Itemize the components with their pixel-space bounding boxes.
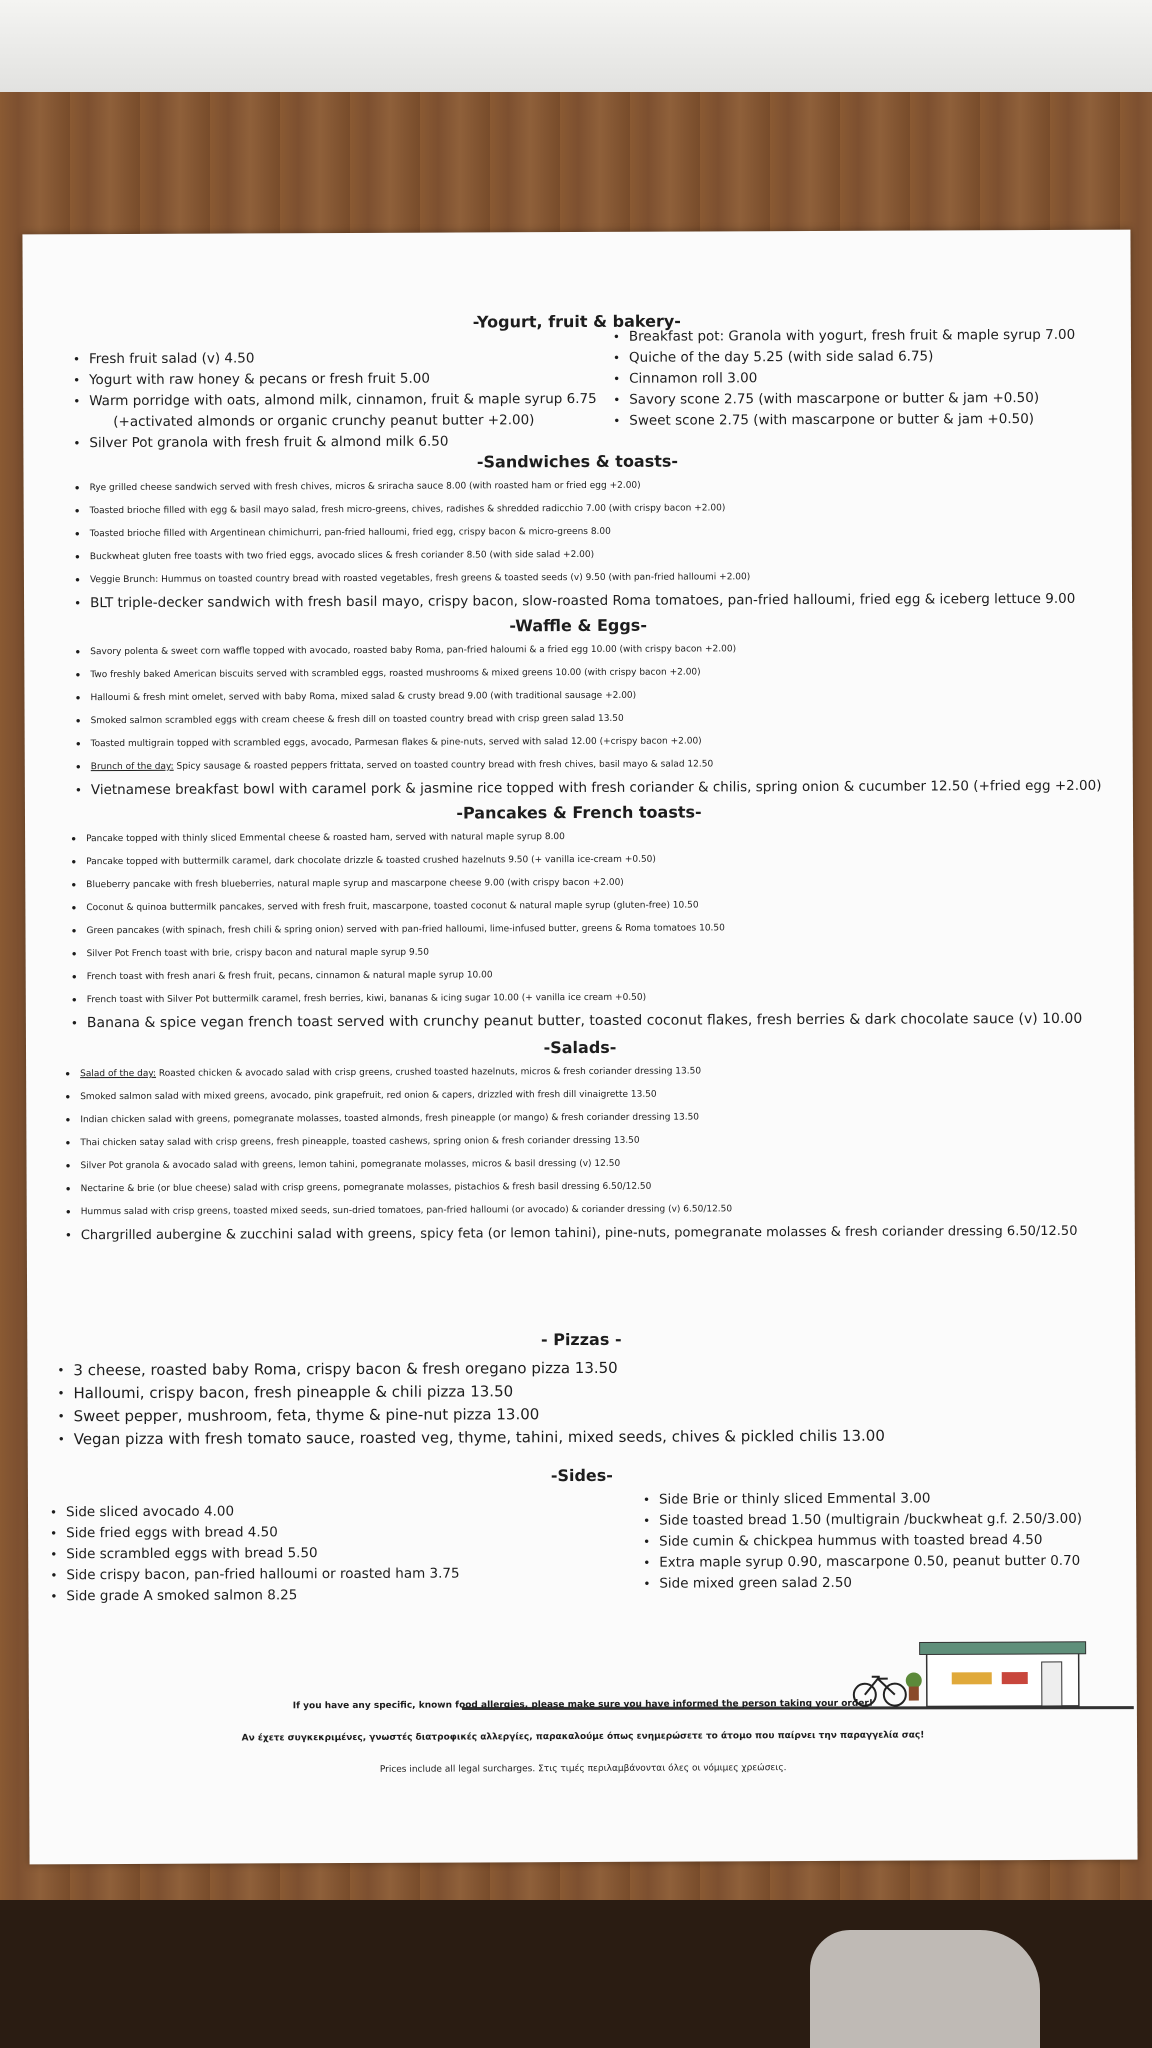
section-title-pizzas: - Pizzas -: [540, 1329, 622, 1350]
shop-front-icon: [920, 1642, 1086, 1707]
menu-item: • 3 cheese, roasted baby Roma, crispy bacon & fresh oregano pizza 13.50: [57, 1356, 884, 1383]
brunch-of-the-day-label: Brunch of the day:: [90, 761, 174, 773]
menu-item: • Halloumi, crispy bacon, fresh pineapple & chili pizza 13.50: [57, 1379, 884, 1406]
menu-item: • Silver Pot granola & avocado salad with greens, lemon tahini, pomegranate molasses, micros & basil dressing (v) 12.50: [64, 1151, 1077, 1178]
menu-item: • Rye grilled cheese sandwich served with fresh chives, micros & sriracha sauce 8.00 (with roasted ham or fried egg +2.00): [74, 473, 1075, 500]
menu-item: • French toast with Silver Pot buttermilk caramel, fresh berries, kiwi, bananas & icing sugar 10.00 (+ vanilla ice cream +0.50): [71, 985, 1082, 1012]
menu-item: • French toast with fresh anari & fresh fruit, pecans, cinnamon & natural maple syrup 10.00: [71, 962, 1082, 989]
menu-item: • Indian chicken salad with greens, pomegranate molasses, toasted almonds, fresh pineapple (or mango) & fresh coriander dressing 13.50: [64, 1105, 1077, 1132]
sides-right-list: [643, 1488, 1082, 1595]
menu-item: • Side grade A smoked salmon 8.25: [50, 1585, 459, 1608]
menu-item: • Nectarine & brie (or blue cheese) salad with crisp greens, pomegranate molasses, pistachios & fresh basil dressing 6.50/12.50: [65, 1174, 1078, 1201]
menu-item: • Coconut & quinoa buttermilk pancakes, served with fresh fruit, mascarpone, toasted coconut & natural maple syrup (gluten-free) 10.50: [70, 893, 1081, 920]
menu-item: • Side toasted bread 1.50 (multigrain /buckwheat g.f. 2.50/3.00): [643, 1509, 1082, 1532]
menu-item: • Smoked salmon scrambled eggs with cream cheese & fresh dill on toasted country bread with crisp green salad 13.50: [75, 706, 1102, 733]
menu-item: • Savory polenta & sweet corn waffle topped with avocado, roasted baby Roma, pan-fried haloumi & a fried egg 10.00 (with crispy bacon +2.00): [74, 637, 1101, 664]
section-title-waffle: -Waffle & Eggs-: [509, 615, 647, 636]
menu-item: • Silver Pot granola with fresh fruit & almond milk 6.50: [73, 431, 597, 454]
section-title-sandwiches: -Sandwiches & toasts-: [476, 451, 679, 472]
menu-item: • Breakfast pot: Granola with yogurt, fresh fruit & maple syrup 7.00: [613, 325, 1075, 348]
menu-item-note: (+activated almonds or organic crunchy peanut butter +2.00): [113, 412, 535, 431]
allergy-notice-gr: Αν έχετε συγκεκριμένες, γνωστές διατροφικές αλλεργίες, παρακαλούμε όπως ενημερώσετε το άτομο που παίρνει την παραγγελία σας!: [241, 1730, 925, 1744]
menu-item: • Extra maple syrup 0.90, mascarpone 0.50, peanut butter 0.70: [643, 1551, 1082, 1574]
menu-item: • Warm porridge with oats, almond milk, cinnamon, fruit & maple syrup 6.75: [73, 389, 597, 412]
menu-item: • Chargrilled aubergine & zucchini salad with greens, spicy feta (or lemon tahini), pine-nuts, pomegranate molasses & fresh coriander dressing 6.50/12.50: [65, 1220, 1078, 1247]
menu-item: • Side sliced avocado 4.00: [50, 1501, 459, 1524]
menu-item: • Side crispy bacon, pan-fried halloumi or roasted ham 3.75: [50, 1564, 459, 1587]
menu-item: • Pancake topped with buttermilk caramel, dark chocolate drizzle & toasted crushed hazelnuts 9.50 (+ vanilla ice-cream +0.50): [70, 847, 1081, 874]
menu-item: • Sweet pepper, mushroom, feta, thyme & pine-nut pizza 13.00: [58, 1402, 885, 1429]
plant-icon: [906, 1673, 922, 1701]
menu-item: • Side Brie or thinly sliced Emmental 3.00: [643, 1488, 1082, 1511]
menu-item: • Sweet scone 2.75 (with mascarpone or butter & jam +0.50): [613, 409, 1075, 432]
menu-item: • Side fried eggs with bread 4.50: [50, 1522, 459, 1545]
menu-item: • Side mixed green salad 2.50: [643, 1572, 1082, 1595]
menu-item: • Two freshly baked American biscuits served with scrambled eggs, roasted mushrooms & mixed greens 10.00 (with crispy bacon +2.00): [74, 660, 1101, 687]
allergy-notice-en: If you have any specific, known food allergies, please make sure you have informed the person taking your order!: [292, 1698, 873, 1712]
salad-of-the-day-label: Salad of the day:: [80, 1068, 157, 1080]
sides-left-list: [50, 1501, 460, 1608]
yogurt-right-list: [613, 325, 1076, 432]
menu-item: • BLT triple-decker sandwich with fresh basil mayo, crispy bacon, slow-roasted Roma tomatoes, pan-fried halloumi, fried egg & iceberg lettuce 9.00: [74, 588, 1075, 615]
menu-item: • Smoked salmon salad with mixed greens, avocado, pink grapefruit, red onion & capers, drizzled with fresh dill vinaigrette 13.50: [64, 1082, 1077, 1109]
menu-item: • Banana & spice vegan french toast served with crunchy peanut butter, toasted coconut flakes, fresh berries & dark chocolate sauce (v) 10.00: [71, 1008, 1082, 1035]
menu-item: • Silver Pot French toast with brie, crispy bacon and natural maple syrup 9.50: [71, 939, 1082, 966]
menu-item: • Fresh fruit salad (v) 4.50: [73, 347, 597, 370]
section-title-pancakes: -Pancakes & French toasts-: [456, 802, 702, 823]
menu-sheet: [22, 230, 1137, 1865]
cloth: [810, 1930, 1040, 2048]
menu-item: • Green pancakes (with spinach, fresh chili & spring onion) served with pan-fried halloumi, lime-infused butter, greens & Roma tomatoes 10.50: [70, 916, 1081, 943]
section-title-sides: -Sides-: [550, 1465, 613, 1486]
menu-item: • Thai chicken satay salad with crisp greens, fresh pineapple, toasted cashews, spring onion & fresh coriander dressing 13.50: [64, 1128, 1077, 1155]
menu-item: • Cinnamon roll 3.00: [613, 367, 1075, 390]
menu-item: • Buckwheat gluten free toasts with two fried eggs, avocado slices & fresh coriander 8.50 (with side salad +2.00): [74, 542, 1075, 569]
menu-item: • Side scrambled eggs with bread 5.50: [50, 1543, 459, 1566]
waffle-list: [74, 637, 1101, 802]
pizzas-list: [57, 1356, 885, 1452]
menu-item: • Quiche of the day 5.25 (with side salad 6.75): [613, 346, 1075, 369]
yogurt-left-list: [73, 347, 597, 454]
salads-list: [64, 1059, 1077, 1247]
salad-of-the-day-text: Roasted chicken & avocado salad with crisp greens, crushed toasted hazelnuts, micros & fresh coriander dressing 13.50: [156, 1066, 702, 1079]
sandwiches-list: [74, 473, 1076, 615]
wall-background: [0, 0, 1152, 92]
menu-item: • Halloumi & fresh mint omelet, served with baby Roma, mixed salad & crusty bread 9.00 (with traditional sausage +2.00): [74, 683, 1101, 710]
menu-item: • Pancake topped with thinly sliced Emmental cheese & roasted ham, served with natural maple syrup 8.00: [70, 824, 1081, 851]
section-title-yogurt: -Yogurt, fruit & bakery-: [472, 311, 681, 332]
menu-item: • Toasted brioche filled with Argentinean chimichurri, pan-fried halloumi, fried egg, crispy bacon & micro-greens 8.00: [74, 519, 1075, 546]
menu-item: • Side cumin & chickpea hummus with toasted bread 4.50: [643, 1530, 1082, 1553]
menu-item: • Veggie Brunch: Hummus on toasted country bread with roasted vegetables, fresh greens & toasted seeds (v) 9.50 (with pan-fried halloumi +2.00): [74, 565, 1075, 592]
section-title-salads: -Salads-: [543, 1037, 617, 1058]
menu-item: • Toasted brioche filled with egg & basil mayo salad, fresh micro-greens, chives, radishes & shredded radicchio 7.00 (with crispy bacon +2.00): [74, 496, 1075, 523]
menu-item: • Vietnamese breakfast bowl with caramel pork & jasmine rice topped with fresh coriander & chilis, spring onion & cucumber 12.50 (+fried egg +2.00): [75, 775, 1102, 802]
pancakes-list: [70, 824, 1082, 1035]
menu-item: • Toasted multigrain topped with scrambled eggs, avocado, Parmesan flakes & pine-nuts, served with salad 12.00 (+crispy bacon +2.00): [75, 729, 1102, 756]
menu-item: • Savory scone 2.75 (with mascarpone or butter & jam +0.50): [613, 388, 1075, 411]
menu-item: • Blueberry pancake with fresh blueberries, natural maple syrup and mascarpone cheese 9.00 (with crispy bacon +2.00): [70, 870, 1081, 897]
menu-item: • Vegan pizza with fresh tomato sauce, roasted veg, thyme, tahini, mixed seeds, chives & pickled chilis 13.00: [58, 1425, 885, 1452]
prices-notice: Prices include all legal surcharges. Στις τιμές περιλαμβάνονται όλες οι νόμιμες χρεώσεις.: [379, 1763, 787, 1775]
menu-item: • Yogurt with raw honey & pecans or fresh fruit 5.00: [73, 368, 597, 391]
brunch-of-the-day-text: Spicy sausage & roasted peppers frittata, served on toasted country bread with fresh chives, basil mayo & salad 12.50: [173, 759, 714, 772]
menu-item: • Hummus salad with crisp greens, toasted mixed seeds, sun-dried tomatoes, pan-fried halloumi (or avocado) & coriander dressing (v) 6.50/12.50: [65, 1197, 1078, 1224]
